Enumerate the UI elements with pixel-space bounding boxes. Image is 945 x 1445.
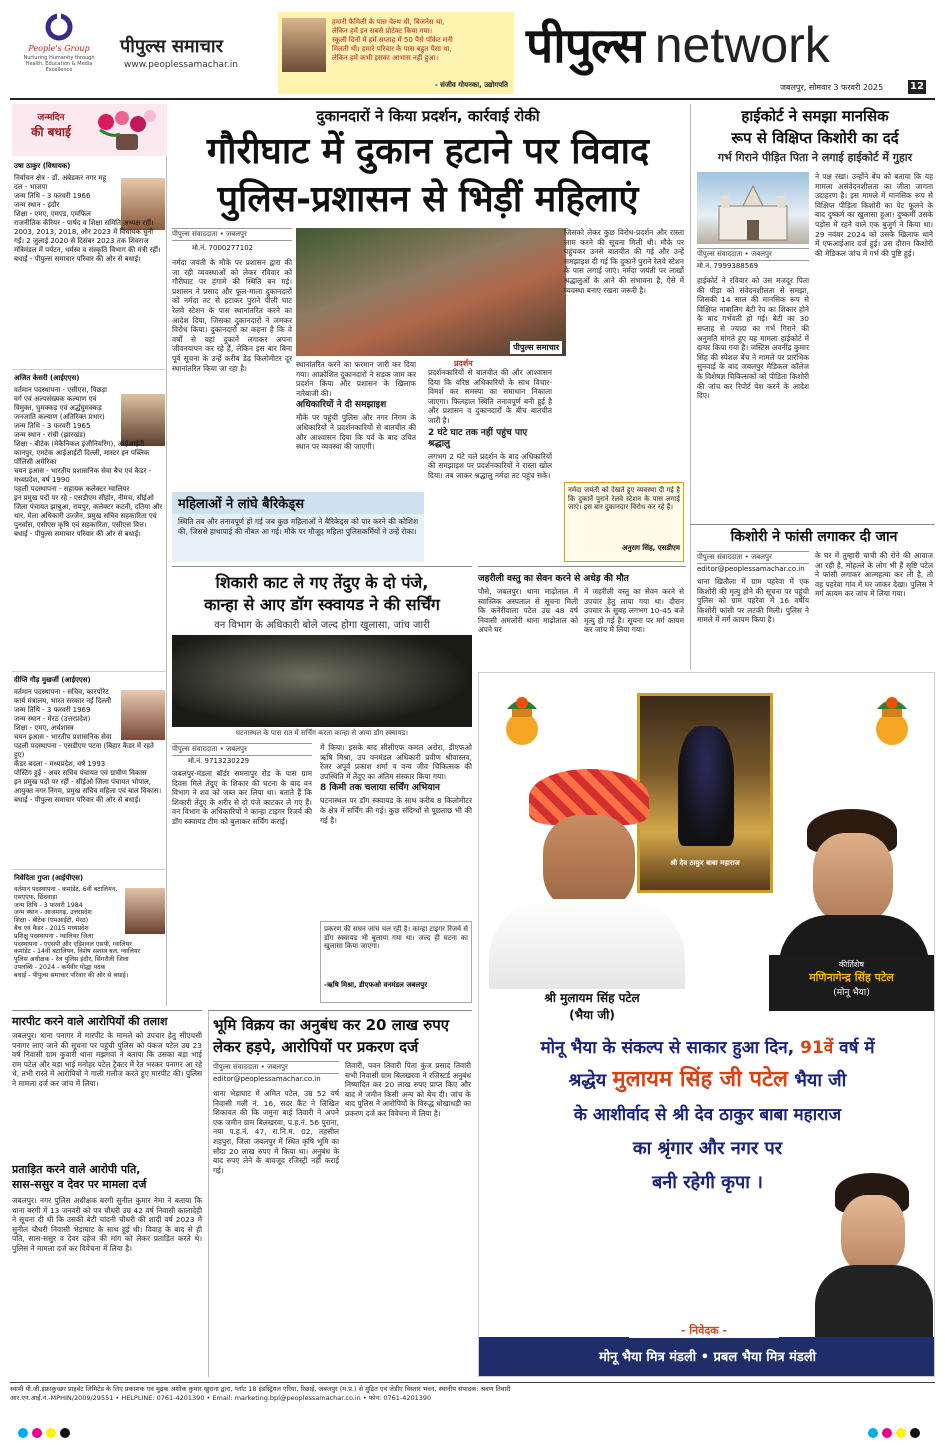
face bbox=[813, 833, 893, 923]
tiger-quote: प्रकरण की सघन जांच चल रही है। कान्हा टाइगर रिजर्व से डॉग स्क्वायड भी बुलाया गया था। जल्द ही घटना का खुलासा किया जाएगा। bbox=[324, 925, 468, 951]
bottom-right-portrait bbox=[815, 1173, 933, 1339]
nivedak-band bbox=[479, 1324, 935, 1377]
kishori-headline: किशोरी ने फांसी लगाकर दी जान bbox=[730, 529, 898, 545]
peoples-group-logo bbox=[14, 12, 104, 90]
footer-contact: आर.एन.आई.नं.-MPHIN/2009/29551 • HELPLINE: 0761-4201390 • Email: marketing.bpl@peoplessamachar.co.in • फोन: 0761-4201390 bbox=[10, 1394, 432, 1402]
ad-line-1: मोनू भैया के संकल्प से साकार हुआ दिन, 91वें वर्ष में bbox=[540, 1038, 875, 1058]
tiger-byline: पीपुल्स संवाददाता • जबलपुर bbox=[172, 743, 312, 756]
lead-kicker: दुकानदारों ने किया प्रदर्शन, कार्रवाई रोकी bbox=[316, 107, 540, 125]
left-name-box bbox=[487, 989, 697, 1023]
birthday-title: जन्मदिन की बधाई bbox=[31, 113, 71, 139]
land-col-1: थाना भेड़ाघाट में अमित पटेल, उम्र 52 वर्ष निवासी गली नं. 16, सदर कैंट ने लिखित शिकायत की कि जमुना बाई तिवारी ने अपने एक जमीन ग्राम बिलखरवा, प.ह.नं. 56 पुराना, नया प.ह.नं. 47, रा.नि.म. 02, तहसील शहपुरा, जिला जबलपुर में स्थित कृषि भूमि का सौदा 20 लाख रुपए में किया था। अनुबंध के बाद रुपए लेने के बावजूद रजिस्ट्री नहीं कराई गई। bbox=[213, 1089, 339, 1175]
header-rule bbox=[10, 98, 935, 100]
maarpit-story bbox=[12, 1010, 202, 1160]
masthead-hindi: पीपुल्स bbox=[526, 18, 644, 74]
page-number: 12 bbox=[908, 80, 926, 94]
shoulders bbox=[815, 1265, 933, 1339]
face bbox=[543, 815, 635, 911]
ad-line-3: के आशीर्वाद से श्री देव ठाकुर बाबा महाराज bbox=[573, 1105, 842, 1125]
lead-phone: मो.नं. 7000277102 bbox=[192, 244, 254, 252]
birthday-column bbox=[12, 104, 167, 1006]
registration-mark-cyan bbox=[18, 1428, 28, 1438]
left-alias: (भैया जी) bbox=[569, 1008, 615, 1022]
hc-subhead: गर्भ गिराने पीड़ित पिता ने लगाई हाईकोर्ट में गुहार bbox=[717, 151, 913, 164]
ring-logo-icon bbox=[44, 12, 74, 42]
kishori-email[interactable]: editor@peoplessamachar.co.in bbox=[697, 565, 805, 573]
kishori-col-1: थाना खितौला में ग्राम पहरेवा में एक किशोरी की मृत्यु होने की सूचना पर पहुंची पुलिस को ग्राम पहरेवा में 16 वर्षीय किशोरी फांसी पर लटकी मिली। पुलिस ने मामले में मर्ग कायम किया है। bbox=[697, 577, 809, 625]
land-headline-2: लेकर हड़पे, आरोपियों पर प्रकरण दर्ज bbox=[213, 1038, 419, 1056]
org-tagline: Nurturing Humanity through Health, Education & Media Excellence bbox=[23, 55, 95, 73]
lead-story bbox=[172, 104, 684, 564]
registration-mark-magenta bbox=[882, 1428, 892, 1438]
lead-sidebar-title: महिलाओं ने लांघे बैरिकेड्स bbox=[172, 492, 424, 514]
birthday-item-usha bbox=[12, 160, 167, 370]
person-name: उषा ठाकुर (विधायक) bbox=[14, 162, 71, 170]
registration-mark-black bbox=[60, 1428, 70, 1438]
land-story bbox=[208, 1010, 472, 1377]
quote-text: हमारी फैमिली के पास वेल्थ थी, बिजनेस था, लेकिन हमें इन सबसे प्रोटेक्ट किया गया। स्कूली दिनों में हमें सप्ताह में 50 पैसे पॉकेट मनी मिलती थी। हमारे परिवार के पास बहुत पैसा था, लेकिन हमें कभी इसका आभास नहीं हुआ। bbox=[332, 18, 453, 62]
lead-subhead-1: अधिकारियों ने दी समझाइश bbox=[296, 400, 387, 411]
land-byline: पीपुल्स संवाददाता • जबलपुर bbox=[213, 1061, 339, 1074]
ad-highlight-year: 91वें bbox=[800, 1038, 834, 1058]
night-search-photo bbox=[172, 635, 472, 727]
maarpit-body: जबलपुर। थाना पनागर में मारपीट के मामले को उपचार हेतु सीएचसी पनागर लाए जाने की सूचना पर पहुंची पुलिस को पंकज पटेल उम्र 23 वर्ष निवासी ग्राम कुवारी थाना मझगवां ने बताया कि उसका बड़ा भाई राम पटेल और बड़ा भाई मनोहर पटेल ट्रैक्टर में रेत भरकर पनागर आ रहे थे, तभी रास्ते में आरोपियों ने गाली गलौज करते हुए मारपीट की। पुलिस ने मामला दर्ज कर जांच में लिया। bbox=[12, 1031, 202, 1088]
lead-col-4: जिसको लेकर कुछ विरोध-प्रदर्शन और रास्ता जाम करने की सूचना मिली थी। मौके पर पहुंचकर उनसे बातचीत की गई और उन्हें समझाइश दी गई कि दुकानें पुराने रेलवे स्टेशन के पास लगाई जाएं। नर्मदा जयंती पर लाखों श्रद्धालुओं के आने की संभावना है, ऐसे में व्यवस्था बनाए रखना जरूरी है। bbox=[564, 228, 684, 295]
registration-mark-yellow bbox=[46, 1428, 56, 1438]
photo-credit: पीपुल्स समाचार bbox=[510, 341, 562, 354]
hc-byline: पीपुल्स संवाददाता • जबलपुर bbox=[697, 248, 809, 261]
land-col-2: तिवारी, पवन तिवारी पिता कुंज प्रसाद तिवारी सभी निवासी ग्राम बिलखरवा ने रजिस्टर्ड अनुबंध निष्पादित कर 20 लाख रुपए प्राप्त किए और बाद में जमीन किसी अन्य को बेच दी। जांच के बाद पुलिस ने आरोपियों के विरुद्ध धोखाधड़ी का प्रकरण दर्ज कर विवेचना में लिया है। bbox=[345, 1061, 471, 1118]
tiger-col-1: जबलपुर-मंडला बॉर्डर समनापुर रोड के पास ग्राम दिवस मिले तेंदुए के शिकार की घटना के बाद वन विभाग ने शव को जब्त कर लिया था। बताते हैं कि शिकारी तेंदुए के शरीर से दो पंजे काटकर ले गए हैं। वन विभाग के अधिकारियों ने कान्हा टाइगर रिजर्व की डॉग स्क्वायड टीम को बुलाकर सर्चिंग कराई। bbox=[172, 769, 312, 826]
jehrili-story bbox=[478, 566, 686, 670]
person-name: दीप्ति गौड़ मुखर्जी (आईएएस) bbox=[14, 676, 91, 684]
org-name: People's Group bbox=[28, 44, 90, 53]
birthday-item-dipti bbox=[12, 674, 167, 870]
deity-figure bbox=[678, 726, 734, 846]
jehrili-headline: जहरीली वस्तु का सेवन करने से अधेड़ की मौत bbox=[478, 574, 629, 584]
ad-line-2: श्रद्धेय मुलायम सिंह जी पटेल भैया जी bbox=[568, 1067, 847, 1092]
website-link[interactable]: www.peoplessamachar.in bbox=[124, 60, 238, 70]
hc-story bbox=[690, 104, 935, 524]
pratadit-headline-2: सास-ससुर व देवर पर मामला दर्ज bbox=[12, 1178, 147, 1191]
tiger-subhead-2: 8 किमी तक चलाया सर्चिंग अभियान bbox=[320, 783, 440, 794]
lead-byline: पीपुल्स संवाददाता • जबलपुर bbox=[172, 228, 292, 241]
face bbox=[841, 1195, 905, 1273]
tiger-quote-author: -ऋषि मिश्रा, डीएफओ वनमंडल जबलपुर bbox=[324, 981, 428, 989]
nivedak-names: मोनू भैया मित्र मंडली • प्रबल भैया मित्र मंडली bbox=[598, 1350, 817, 1365]
right-portrait bbox=[779, 803, 929, 953]
kishori-byline: पीपुल्स संवाददाता • जबलपुर bbox=[697, 551, 809, 564]
tiger-col-2: में किया। इसके बाद सीसीएफ कमल अरोरा, डीएफओ ऋषि मिश्रा, उप वनमंडल अधिकारी प्रवीण श्रीवास्तव, रेंजर अपूर्व प्रकाश शर्मा व वन्य जीव चिकित्सक की उपस्थिति में तेंदुए का अंतिम संस्कार किया गया। 8 किमी तक चलाया सर्चिंग अभियान घटनास्थल पर डॉग स्क्वायड के साथ करीब 8 किलोमीटर के क्षेत्र में सर्चिंग की गई। कुछ संदिग्धों से पूछताछ भी की गई है। bbox=[320, 743, 472, 825]
ad-line-5: बनी रहेगी कृपा । bbox=[652, 1172, 763, 1193]
person-details: निर्वाचन क्षेत्र - डॉ. अंबेडकर नगर महू दल - भाजपा जन्म तिथि - 3 फरवरी 1966 जन्म स्थान - इंदौर शिक्षा - एमए, एमएड, एमफिल राजनीतिक कॅरियर - पार्षद व शिक्षा समिति अध्यक्ष रहीं। 2003, 2013, 2018, और 2023 में विधायक चुनी गईं। 2 जुलाई 2020 से दिसंबर 2023 तक शिवराज मंत्रिमंडल में पर्यटन, धर्मस्व व संस्कृति विभाग की मंत्री रहीं। बधाई - पीपुल्स समाचार परिवार की ओर से बधाई। bbox=[14, 174, 161, 263]
quote-box bbox=[278, 12, 514, 94]
lead-col-2: स्थानांतरित करने का फरमान जारी कर दिया गया। आक्रोशित दुकानदारों ने सड़क जाम कर प्रदर्शन किया और प्रशासन के खिलाफ नारेबाजी की। अधिकारियों ने दी समझाइश मौके पर पहुंची पुलिस और नगर निगम के अधिकारियों ने प्रदर्शनकारियों से बातचीत की और आश्वासन दिया कि पर्व के बाद उचित स्थान पर व्यवस्था की जाएगी। bbox=[296, 360, 416, 452]
birthday-banner bbox=[12, 104, 167, 156]
registration-mark-black bbox=[910, 1428, 920, 1438]
lead-quote-text: नर्मदा जयंती को देखते हुए व्यवस्था दी गई है कि दुकानें पुराने रेलवे स्टेशन के पास लगाई जाएं। इस बार दुकानदार विरोध कर रहे हैं। bbox=[568, 486, 680, 512]
tiger-phone: मो.नं. 9713230229 bbox=[188, 757, 250, 765]
right-name-box bbox=[769, 955, 934, 1011]
lead-sidebar-text: स्थिति तब और तनावपूर्ण हो गई जब कुछ महिलाओं ने बैरिकेड्स को पार करने की कोशिश की, जिससे हाथापाई की नौबत आ गई। मौके पर मौजूद महिला पुलिसकर्मियों ने उन्हें रोका। bbox=[178, 517, 418, 536]
registration-mark-magenta bbox=[32, 1428, 42, 1438]
shoulders bbox=[489, 899, 685, 989]
tiger-headline-1: शिकारी काट ले गए तेंदुए के दो पंजे, bbox=[215, 573, 429, 592]
paper-name: पीपुल्स समाचार bbox=[120, 36, 223, 57]
quote-author: - संजीव गोयनका, उद्योगपति bbox=[434, 81, 508, 89]
kishori-story bbox=[690, 524, 935, 670]
tiger-story bbox=[172, 566, 472, 1006]
flowers-icon bbox=[92, 108, 162, 152]
person-details: वर्तमान पदस्थापना - कमांडेंट, 6वीं बटालियन, एसएएफ, छिंदवाड़ा जन्म तिथि - 3 फरवरी 1984 जन्म स्थान - आजमगढ़, उत्तरप्रदेश शिक्षा - बीटेक (एमआईटी, मेरठ) बैच एवं कैडर - 2015 मध्यप्रदेश प्रशिक्षु पदस्थापना - ग्वालियर जिला पदस्थापना - एएसपी और एडिशनल एसपी, ग्वालियर कमांडेंट - 14वीं बटालियन, विशेष सशस्त्र बल, ग्वालियर पुलिस अधीक्षक - रेल पुलिस इंदौर, सिंगरौली जिला उपलब्धि - 2024 - कर्मवीर योद्धा पदक बधाई - पीपुल्स समाचार परिवार की ओर से बधाई। bbox=[14, 886, 141, 979]
lead-headline-1: गौरीघाट में दुकान हटाने पर विवाद bbox=[206, 131, 650, 172]
lead-col-1: नर्मदा जयंती के मौके पर प्रशासन द्वारा की जा रही व्यवस्थाओं को लेकर रविवार को गौरीघाट पर हंगामे की स्थिति बन गई। प्रशासन ने प्रसाद और फूल-माला दुकानदारों को नर्मदा तट से हटाकर पुराने पीली घाट रेलवे स्टेशन के पास स्थानांतरित करने का आदेश दिया, जिसका दुकानदारों ने जमकर विरोध किया। दुकानदारों का कहना है कि वे वर्षों से यहां दुकानें लगाकर अपना जीवनयापन कर रहे हैं, लेकिन इस बार बिना पूर्व सूचना के उन्हें करीब डेढ़ किलोमीटर दूर स्थानांतरित किया जा रहा है। bbox=[172, 258, 292, 373]
shrine-caption: श्री देव ठाकुर बाबा महाराज bbox=[670, 859, 740, 867]
quote-author-photo bbox=[282, 18, 326, 72]
person-name: अजित केसरी (आईएएस) bbox=[14, 374, 80, 382]
registration-mark-yellow bbox=[896, 1428, 906, 1438]
maarpit-headline: मारपीट करने वाले आरोपियों की तलाश bbox=[12, 1015, 168, 1028]
footer bbox=[10, 1382, 935, 1422]
right-name: मणिनागेन्द्र सिंह पटेल bbox=[809, 971, 894, 984]
masthead bbox=[526, 12, 936, 76]
birthday-item-ajit bbox=[12, 372, 167, 672]
photo-tag: प्रदर्शन bbox=[454, 359, 473, 368]
left-name: श्री मुलायम सिंह पटेल bbox=[544, 991, 640, 1005]
hc-right-col: ने पक्ष रखा। उन्होंने बेंच को बताया कि यह मामला असंवेदनशीलता का जीता जागता उदाहरण है। इस मामले में मानसिक रूप से विक्षिप्त पीड़िता किशोरी का पेट फूलने के बाद दुष्कर्म का खुलासा हुआ। दुष्कर्मी उसके पड़ोस में रहने वाले एक बुजुर्ग ने किया था। 29 नवंबर 2024 को उसके खिलाफ थाने में एफआईआर दर्ज हुई। उस दौरान किशोरी की मेडिकल जांच में गर्भ की पुष्टि हुई। bbox=[815, 172, 933, 258]
advertisement bbox=[478, 672, 935, 1377]
protest-photo bbox=[296, 228, 566, 356]
hc-headline-2: रूप से विक्षिप्त किशोरी का दर्द bbox=[731, 129, 899, 147]
left-portrait bbox=[489, 769, 685, 989]
header bbox=[0, 0, 945, 100]
jehrili-col-1: पौसे, जबलपुर। थाना माढ़ोताल में स्वास्तिक अस्पताल से सूचना मिली कि कनेरीवाला पटेल उम्र 48 वर्ष निवासी अमलोरी थाना माढ़ोताल को अपने घर bbox=[478, 587, 578, 635]
pratadit-headline-1: प्रताड़ित करने वाले आरोपी पति, bbox=[12, 1163, 141, 1176]
footer-imprint: स्वामी पी.जी.इंफ्राकुच्छर प्राइवेट लिमिटेड के लिए प्रकाशक एवं मुद्रक अशोक कुमार खुराना द्वारा, प्लॉट 18 इंडस्ट्रियल एरिया, रिछाई, जबलपुर (म.प्र.) से मुद्रित एवं जेडीए विस्तार भवन, स्थानीय संपादक: श्रवण तिवारी bbox=[10, 1385, 511, 1393]
hc-body: हाईकोर्ट ने रविवार को उस मजदूर पिता की पीड़ा को संवेदनशीलता से समझा, जिसकी 14 साल की मानसिक रूप से विक्षिप्त नाबालिग बेटी रेप का शिकार होने के बाद गर्भवती हो गई। बेटी का 30 सप्ताह से ज्यादा का गर्भ गिराने की अनुमति मांगते हुए यह मामला हाईकोर्ट में दायर किया गया है। जस्टिस अवनींद्र कुमार सिंह की स्पेशल बेंच ने मामले पर प्रारंभिक सुनवाई के बाद जबलपुर मेडिकल कॉलेज के विशेषज्ञ चिकित्सकों को पीड़िता किशोरी की जांच कर रिपोर्ट पेश करने के आदेश दिए। bbox=[697, 276, 809, 401]
tiger-headline-2: कान्हा से आए डॉग स्क्वायड ने की सर्चिंग bbox=[204, 595, 440, 614]
hc-phone: मो.नं. 7999388569 bbox=[697, 262, 759, 270]
pratadit-story bbox=[12, 1162, 202, 1377]
dateline: जबलपुर, सोमवार 3 फरवरी 2025 bbox=[780, 83, 884, 92]
court-building-icon bbox=[697, 172, 809, 244]
tiger-photo-caption: घटनास्थल के पास रात में सर्चिंग करता कान्हा से आया डॉग स्क्वायड। bbox=[235, 729, 409, 737]
ad-highlight-name: मुलायम सिंह जी पटेल bbox=[612, 1067, 788, 1092]
lead-sidebar bbox=[172, 492, 424, 562]
kalash-right-icon bbox=[867, 691, 917, 751]
hc-building-photo bbox=[697, 172, 809, 244]
lead-quote-author: अनुराग सिंह, एसडीएम bbox=[622, 544, 680, 552]
right-alias: (मोनू भैया) bbox=[833, 988, 870, 998]
ad-line-4: का श्रृंगार और नगर पर bbox=[632, 1138, 783, 1159]
right-prefix: कीर्तिशेष bbox=[839, 960, 864, 969]
person-details: वर्तमान पदस्थापना - सचिव, कारपोरेट कार्य मंत्रालय, भारत सरकार नई दिल्ली जन्म तिथि - 3 फरवरी 1969 जन्म स्थान - मेरठ (उत्तरप्रदेश) शिक्षा - एमए, अर्थशास्त्र चयन इआस - भारतीय प्रशासनिक सेवा पहली पदस्थापना - एसडीएम पटना (बिहार कैडर में रहते हुए) कॅडर बदला - मध्यप्रदेश, वर्ष 1993 पोस्टिंग हुई - अवर सचिव पंचायत एवं ग्रामीण विकास इन प्रमुख पदों पर रहीं - सीईओ जिला पंचायत भोपाल, आयुक्त नगर निगम, प्रमुख सचिव महिला एवं बाल विकास। बधाई - पीपुल्स समाचार परिवार की ओर से बधाई। bbox=[14, 688, 162, 804]
tiger-subhead: वन विभाग के अधिकारी बोले जल्द होगा खुलासा, जांच जारी bbox=[214, 620, 430, 631]
lead-subhead-2: 2 घंटे घाट तक नहीं पहुंच पाए श्रद्धालु bbox=[428, 427, 528, 449]
land-headline-1: भूमि विक्रय का अनुबंध कर 20 लाख रुपए bbox=[213, 1016, 450, 1034]
nivedak-label: - निवेदक - bbox=[629, 1323, 779, 1338]
land-email[interactable]: editor@peoplessamachar.co.in bbox=[213, 1075, 321, 1083]
hc-headline-1: हाईकोर्ट ने समझा मानसिक bbox=[741, 107, 889, 125]
pratadit-body: जबलपुर। नगर पुलिस अधीक्षक बरगी सुनील कुमार नेमा ने बताया कि थाना बरगी में 13 जनवरी को पत्र चौधरी उम्र 42 वर्ष निवासी कालादेही ने सूचना दी थी कि उसकी बेटी चांदनी चौधरी की शादी वर्ष 2023 में सुनील चौधरी निवासी भेड़ाघाट के साथ हुई थी। विवाह के बाद से ही पति, सास-ससुर व देवर दहेज की मांग को लेकर प्रताड़ित करते थे। पुलिस ने मामला दर्ज कर विवेचना में लिया है। bbox=[12, 1196, 202, 1253]
kishori-col-2: के घर में तुम्हारी चाची की रोने की आवाज आ रही है, मोहल्ले के लोग भी हैं सृष्टि पटेल ने फांसी लगाकर आत्महत्या कर ली है, तो वह पहरेवा गांव में घर जाकर देखा। पुलिस ने मर्ग कायम कर जांच में लिया गया। bbox=[815, 551, 933, 599]
tiger-quote-box bbox=[320, 921, 472, 1003]
lead-quote-box bbox=[564, 482, 684, 562]
lead-headline-2: पुलिस-प्रशासन से भिड़ीं महिलाएं bbox=[217, 179, 639, 220]
birthday-item-nivedita bbox=[12, 872, 167, 1006]
kalash-left-icon bbox=[497, 691, 547, 751]
jehrili-col-2: में जहरीली वस्तु का सेवन करने से उपचार हेतु लाया गया था। दौरान उपचार के सुबह लगभग 10-45 बजे मृत्यु हो गई है। सूचना पर मर्ग कायम कर जांच में लिया गया। bbox=[584, 587, 684, 635]
person-details: वर्तमान पदस्थापना - एसीएस, पिछड़ा वर्ग एवं अल्पसंख्यक कल्याण एवं विमुक्त, घुमक्कड़ एवं अर्द्धघुमक्कड़ जनजाति कल्याण (अतिरिक्त प्रभार) जन्म तिथि - 3 फरवरी 1965 जन्म स्थान - रांची (झारखंड) शिक्षा - बीटेक (मेकैनिकल इंजीनियरिंग), आईआईटी कानपुर, एमटेक आईआईटी दिल्ली, मास्टर इन पब्लिक पॉलिसी अमेरिका चयन इआस - भारतीय प्रशासनिक सेवा बैच एवं कैडर - मध्यप्रदेश, वर्ष 1990 पहली पदस्थापना - सहायक कलेक्टर ग्वालियर इन प्रमुख पदों पर रहे - एसडीएम सीहोर, नीमच, सीईओ जिला पंचायत झाबुआ, रायपुर, कलेक्टर कटनी, दतिया और धार, मेला अधिकारी उज्जैन, प्रमुख सचिव सहकारिता एवं पुनर्वास, एसीएस कृषि एवं सहकारिता, एसीएस वित्त। बधाई - पीपुल्स समाचार परिवार की ओर से बधाई। bbox=[14, 386, 163, 538]
person-name: निवेदिता गुप्ता (आईपीएस) bbox=[14, 874, 84, 882]
masthead-english: network bbox=[654, 17, 830, 73]
lead-col-3: प्रदर्शनकारियों से बातचीत की और आश्वासन दिया कि वरिष्ठ अधिकारियों के साथ विचार-विमर्श कर समस्या का समाधान निकाला जाएगा। फिलहाल स्थिति तनावपूर्ण बनी हुई है और प्रशासन व दुकानदारों के बीच बातचीत जारी है। 2 घंटे घाट तक नहीं पहुंच पाए श्रद्धालु लगभग 2 घंटे चले प्रदर्शन के बाद अधिकारियों की समझाइश पर प्रदर्शनकारियों ने रास्ता खोल दिया। तब जाकर श्रद्धालु नर्मदा तट पहुंच सके। bbox=[428, 368, 552, 480]
registration-mark-cyan bbox=[868, 1428, 878, 1438]
